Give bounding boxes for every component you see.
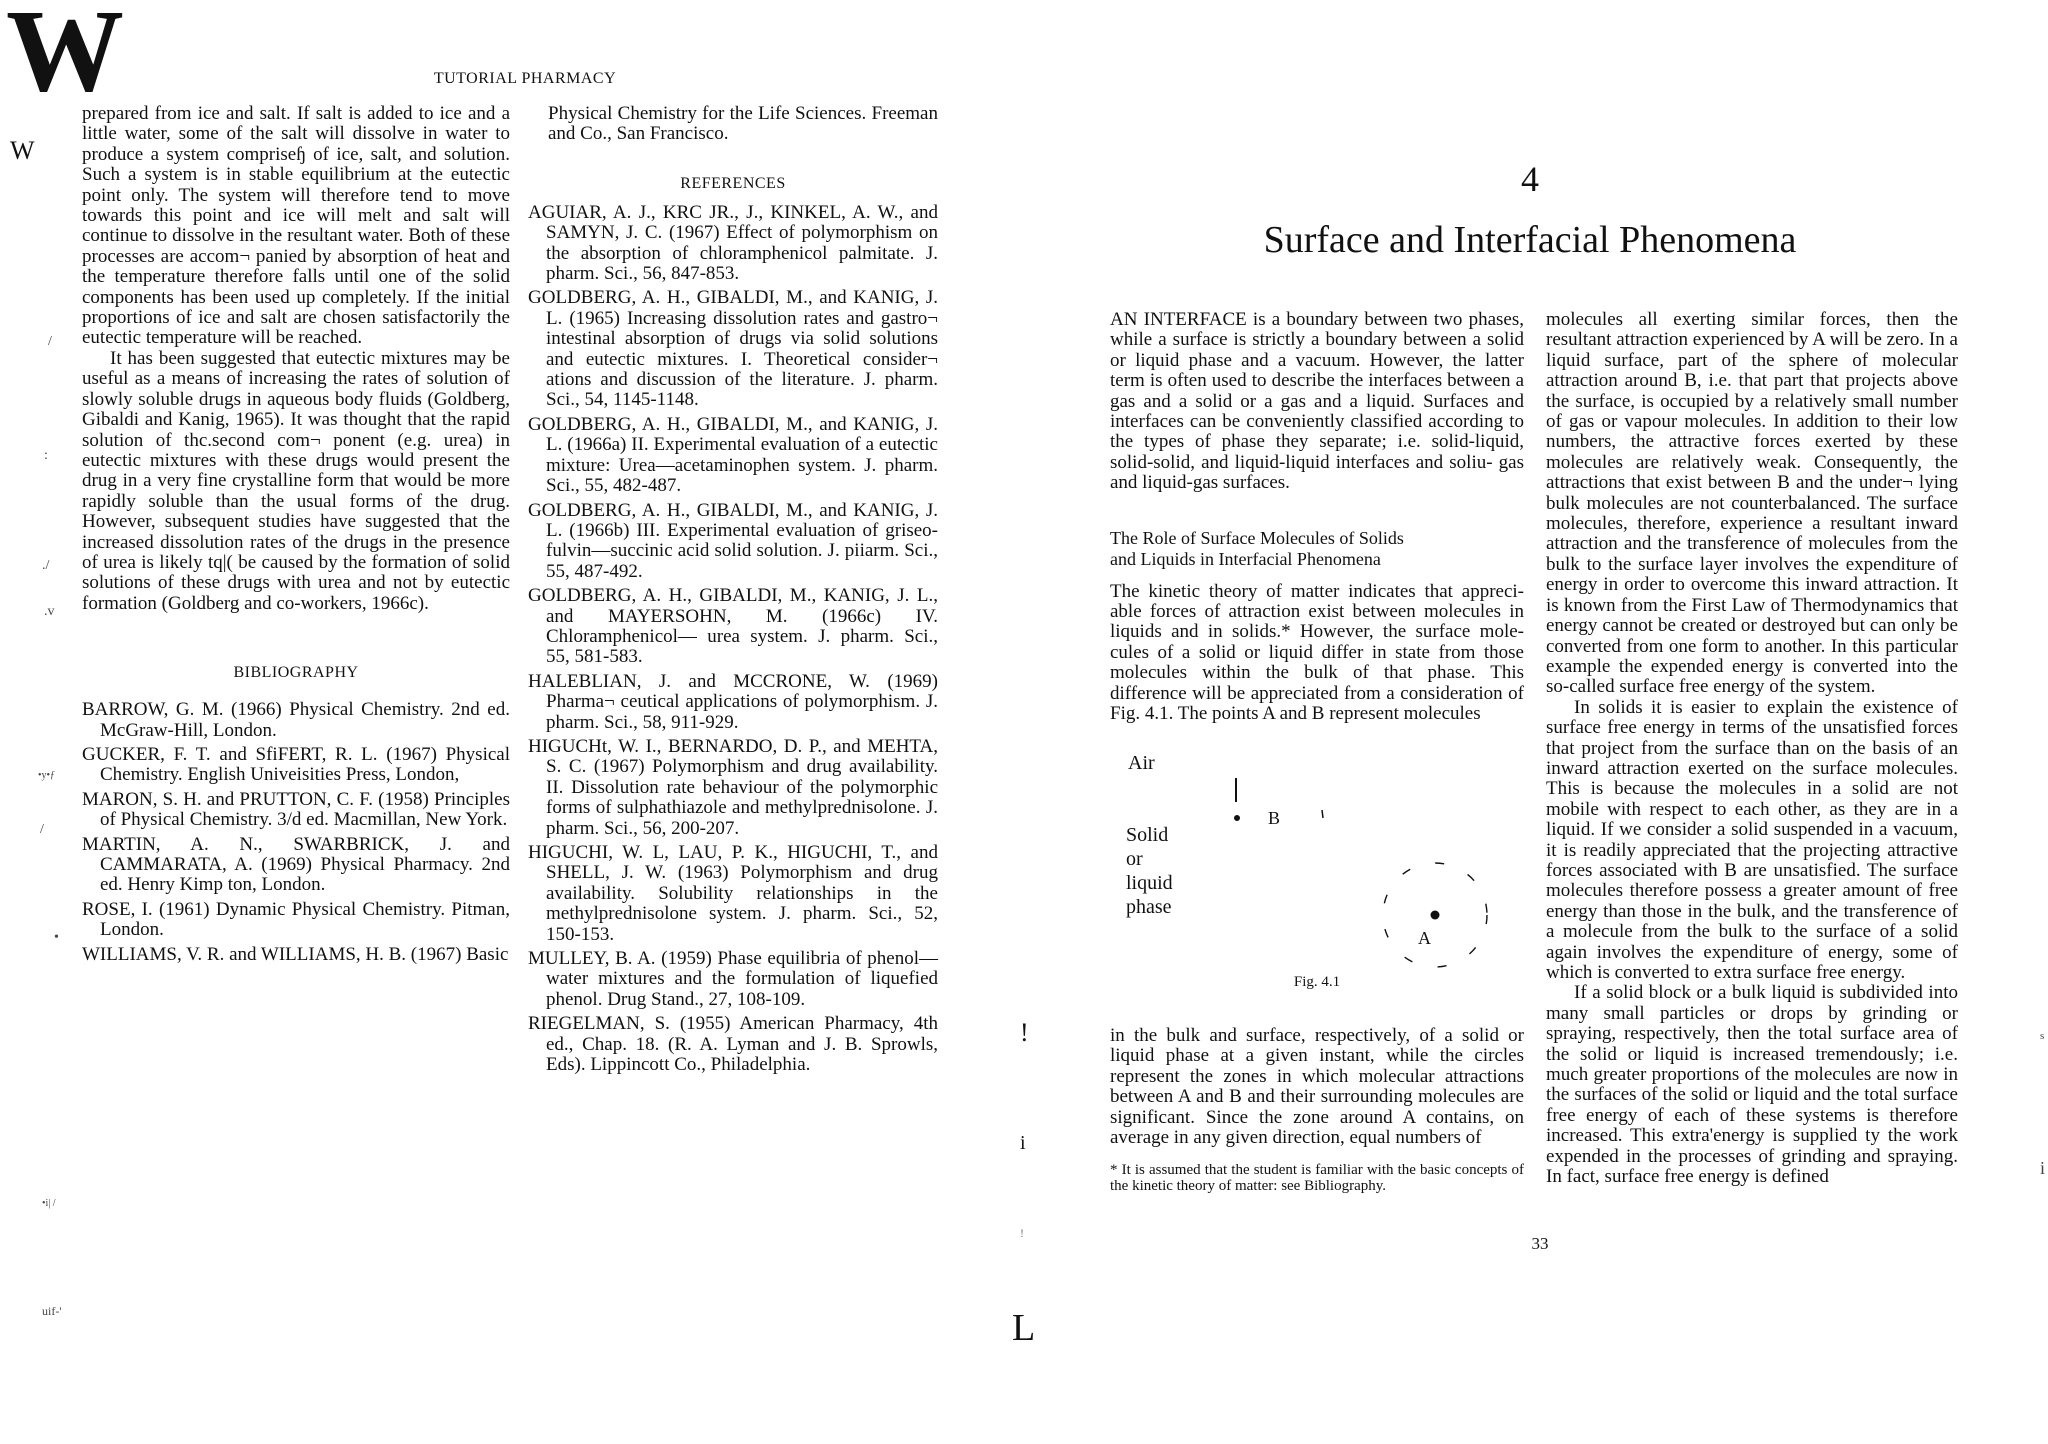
figure-label-phase: phase [1126, 896, 1172, 918]
running-head: TUTORIAL PHARMACY [433, 70, 617, 87]
section-heading-line: The Role of Surface Molecules of Solids [1110, 527, 1404, 548]
drop-cap: W [6, 0, 124, 116]
bibliography-entry: BARROW, G. M. (1966) Physical Chemistry. 2nd ed. McGraw-Hill, London. [82, 699, 510, 741]
reference-entry: HIGUCHt, W. I., BERNARDO, D. P., and MEHTA, S. C. (1967) Polymorphism and drug availability. II. Dissolution rate behaviour of the polymorphic forms of sulphathiazole and methylprednisolone. J. pharm. Sci., 56, 200-207. [528, 735, 938, 839]
references-list [528, 203, 938, 1076]
body-paragraph: In solids it is easier to explain the existence of surface free energy in terms of the unsatisfied forces that project from the surface than on the basis of an inward attraction exerted on the surface molecules. This is because the molecules in a solid are not mobile with respect to each other, as they are in a liquid. If we consider a solid suspended in a vacuum, it is readily appreciated that the projecting attractive forces associated with B are unsatisfied. The surface molecules therefore possess a greater amount of free energy than those in the bulk, and the transference of a molecule from the bulk to the surface of a solid again involves the expenditure of energy, some of which is converted to extra surface free energy. [1546, 696, 1958, 983]
bibliography-entry: WILLIAMS, V. R. and WILLIAMS, H. B. (1967) Basic [82, 943, 509, 965]
figure-diagram [1110, 740, 1524, 970]
margin-mark: / [48, 334, 52, 349]
margin-mark: •i| / [42, 1198, 56, 1209]
reference-entry: GOLDBERG, A. H., GIBALDI, M., and KANIG, J. L. (1965) Increasing dissolution rates and gastro¬ intestinal absorption of drugs via solid solutions and eutectic mixtures. I. Theoretical consider¬ ations and discussion of the literature. J. pharm. Sci., 54, 1145-1148. [528, 287, 938, 411]
gutter-mark: L [1012, 1307, 1036, 1349]
figure-label-or: or [1126, 848, 1143, 870]
after-figure-paragraph: in the bulk and surface, respectively, of a solid or liquid phase at a given instant, while the circles represent the zones in which molecular attractions between A and B and their surrounding molecules are significant. Since the zone around A contains, on average in any given direction, equal numbers of [1110, 1025, 1524, 1149]
reference-entry: HIGUCHI, W. L, LAU, P. K., HIGUCHI, T., and SHELL, J. W. (1963) Polymorphism and drug availability. Solubility relationships in the methylprednisolone system. J. pharm. Sci., 52, 150-153. [528, 842, 938, 945]
bibliography-entry: MARON, S. H. and PRUTTON, C. F. (1958) Principles of Physical Chemistry. 3/d ed. Macmillan, New York. [82, 788, 510, 831]
margin-mark: ./ [42, 558, 50, 573]
chapter-title: Surface and Interfacial Phenomena [1263, 219, 1797, 261]
margin-mark: uif-' [42, 1304, 62, 1318]
references-heading: REFERENCES [680, 174, 786, 192]
kinetic-paragraph: The kinetic theory of matter indicates that appreci- able forces of attraction exist between molecules in liquids and in solids.* However, the surface mole- cules of a solid or liquid differ in state from those molecules within the bulk of that phase. This difference will be appreciated from a consideration of Fig. 4.1. The points A and B represent molecules [1110, 580, 1524, 725]
figure-label-a: A [1418, 928, 1431, 948]
body-paragraph: prepared from ice and salt. If salt is added to ice and a little water, some of the salt will dissolve in water to produce a system compriseɧ of ice, salt, and solution. Such a system is in stable equilibrium at the eutectic point only. The system will therefore tend to move towards this point and ice will melt and salt will continue to dissolve in the resultant water. Both of these processes are accom¬ panied by absorption of heat and the temperature therefore falls until one of the solid components has been used up completely. If the initial proportions of ice and salt are chosen satisfactorily the eutectic temperature will be reached. [82, 103, 510, 349]
figure-label-liquid: liquid [1126, 872, 1173, 894]
figure-4-1 [1110, 740, 1524, 1010]
gutter-mark: ! [1020, 1226, 1024, 1240]
reference-entry: AGUIAR, A. J., KRC JR., J., KINKEL, A. W., and SAMYN, J. C. (1967) Effect of polymorphism on the absorption of chloramphenicol palmitate. J. pharm. Sci., 56, 847-853. [528, 201, 938, 285]
body-paragraph: If a solid block or a bulk liquid is subdivided into many small particles or drops by grinding or spraying, respectively, then the total surface area of the solid or liquid is increased tremendously; i.e. much greater proportions of the molecules are now in the surfaces of the solid or liquid and the total surface free energy of each of these systems is therefore increased. This extra'energy is supplied ty the work expended in the processes of grinding and spraying. In fact, surface free energy is defined [1546, 982, 1958, 1188]
figure-label-b: B [1268, 808, 1281, 828]
margin-cap: W [10, 136, 35, 165]
reference-entry: GOLDBERG, A. H., GIBALDI, M., and KANIG, J. L. (1966b) III. Experimental evaluation of griseo- fulvin—succinic acid solid solution. J. piiarm. Sci., 55, 487-492. [528, 499, 938, 582]
reference-entry: MULLEY, B. A. (1959) Phase equilibria of phenol— water mixtures and the formulation of liquefied phenol. Drug Stand., 27, 108-109. [528, 948, 938, 1010]
margin-mark: : [44, 448, 48, 463]
margin-mark: .v [44, 604, 55, 619]
left-column-1 [82, 104, 510, 969]
molecule-b [1234, 815, 1240, 821]
footnote: * It is assumed that the student is familiar with the basic concepts of the kinetic theory of matter: see Bibliography. [1110, 1162, 1524, 1195]
reference-entry: GOLDBERG, A. H., GIBALDI, M., KANIG, J. L., and MAYERSOHN, M. (1966c) IV. Chloramphenicol— urea system. J. pharm. Sci., 55, 581-583. [528, 585, 938, 668]
gutter-mark: ! [1020, 1018, 1029, 1047]
right-column-1 [1110, 310, 1524, 725]
right-column-2 [1546, 310, 1958, 1187]
margin-mark: •y•ƒ [38, 770, 56, 781]
reference-entry: HALEBLIAN, J. and MCCRONE, W. (1969) Pharma¬ ceutical applications of polymorphism. J. pharm. Sci., 58, 911-929. [528, 670, 938, 733]
figure-caption: Fig. 4.1 [1293, 974, 1341, 990]
right-column-1-lower [1110, 1026, 1524, 1194]
bibliography-heading: BIBLIOGRAPHY [233, 664, 359, 682]
section-heading [1110, 528, 1524, 570]
body-paragraph: It has been suggested that eutectic mixtures may be useful as a means of increasing the rates of solution of slowly soluble drugs in aqueous body fluids (Goldberg, Gibaldi and Kanig, 1965). It was thought that the rapid solution of thc.second com¬ ponent (e.g. urea) in eutectic mixtures with these drugs would present the drug in a very fine crystalline form that would be more rapidly soluble than the usual forms of the drug. However, subsequent studies have suggested that the increased dissolution rates of the drugs in the presence of urea is likely tq|( be caused by the formation of solid solutions of these drugs with urea and not by eutectic formation (Goldberg and co-workers, 1966c). [82, 347, 510, 614]
bibliography-entry: GUCKER, F. T. and SfiFERT, R. L. (1967) Physical Chemistry. English Univeisities Press, London, [82, 743, 510, 786]
section-heading-line: and Liquids in Interfacial Phenomena [1110, 548, 1381, 569]
bibliography-continuation: Physical Chemistry for the Life Sciences. Freeman and Co., San Francisco. [548, 103, 938, 145]
bibliography-entry: MARTIN, A. N., SWARBRICK, J. and CAMMARATA, A. (1969) Physical Pharmacy. 2nd ed. Henry Kimp ton, London. [82, 833, 510, 896]
body-paragraph: molecules all exerting similar forces, then the resultant attraction experienced by A will be zero. In a liquid surface, part of the sphere of molecular attraction around B, i.e. that part that projects above the surface, is occupied by a relatively small number of gas or vapour molecules. In addition to their low numbers, the attractive forces exerted by these molecules are relatively weak. Consequently, the attractions that exist between B and the under¬ lying bulk molecules are not counterbalanced. The surface molecules, therefore, experience a resultant inward attraction and the transference of molecules from the bulk to the surface layer involves the expenditure of energy in order to overcome this inward attraction. It is known from the First Law of Thermodynamics that energy cannot be created or destroyed but can only be converted from one form to another. In this particular example the expended energy is converted into the so-called surface free energy of the system. [1546, 309, 1958, 698]
zone-b-boundary-mark [1322, 810, 1323, 818]
figure-label-air: Air [1128, 752, 1155, 774]
bibliography-list [82, 700, 510, 965]
intro-paragraph: AN INTERFACE is a boundary between two phases, while a surface is strictly a boundary between a solid or liquid phase and a vacuum. However, the latter term is often used to describe the interfaces between a gas and a solid or a gas and a liquid. Surfaces and interfaces can be conveniently classified according to the types of phase they separate; i.e. solid-liquid, solid-solid, and liquid-liquid interfaces and soliu- gas and liquid-gas surfaces. [1110, 309, 1524, 494]
gutter-mark: i [1020, 1132, 1026, 1154]
reference-entry: RIEGELMAN, S. (1955) American Pharmacy, 4th ed., Chap. 18. (R. A. Lyman and J. B. Sprowls, Eds). Lippincott Co., Philadelphia. [528, 1013, 938, 1076]
page-number: 33 [1531, 1234, 1549, 1253]
edge-mark: i [2040, 1158, 2046, 1178]
margin-mark: • [54, 930, 59, 945]
reference-entry: GOLDBERG, A. H., GIBALDI, M., and KANIG, J. L. (1966a) II. Experimental evaluation of a eutectic mixture: Urea—acetaminophen system. J. pharm. Sci., 55, 482-487. [528, 413, 938, 497]
bibliography-entry: ROSE, I. (1961) Dynamic Physical Chemistry. Pitman, London. [82, 898, 510, 941]
edge-mark: s [2040, 1030, 2045, 1042]
chapter-number: 4 [1521, 159, 1539, 199]
figure-label-solid: Solid [1126, 824, 1169, 846]
molecule-a [1431, 911, 1440, 920]
left-column-2 [528, 104, 938, 1079]
margin-mark: / [40, 822, 44, 837]
